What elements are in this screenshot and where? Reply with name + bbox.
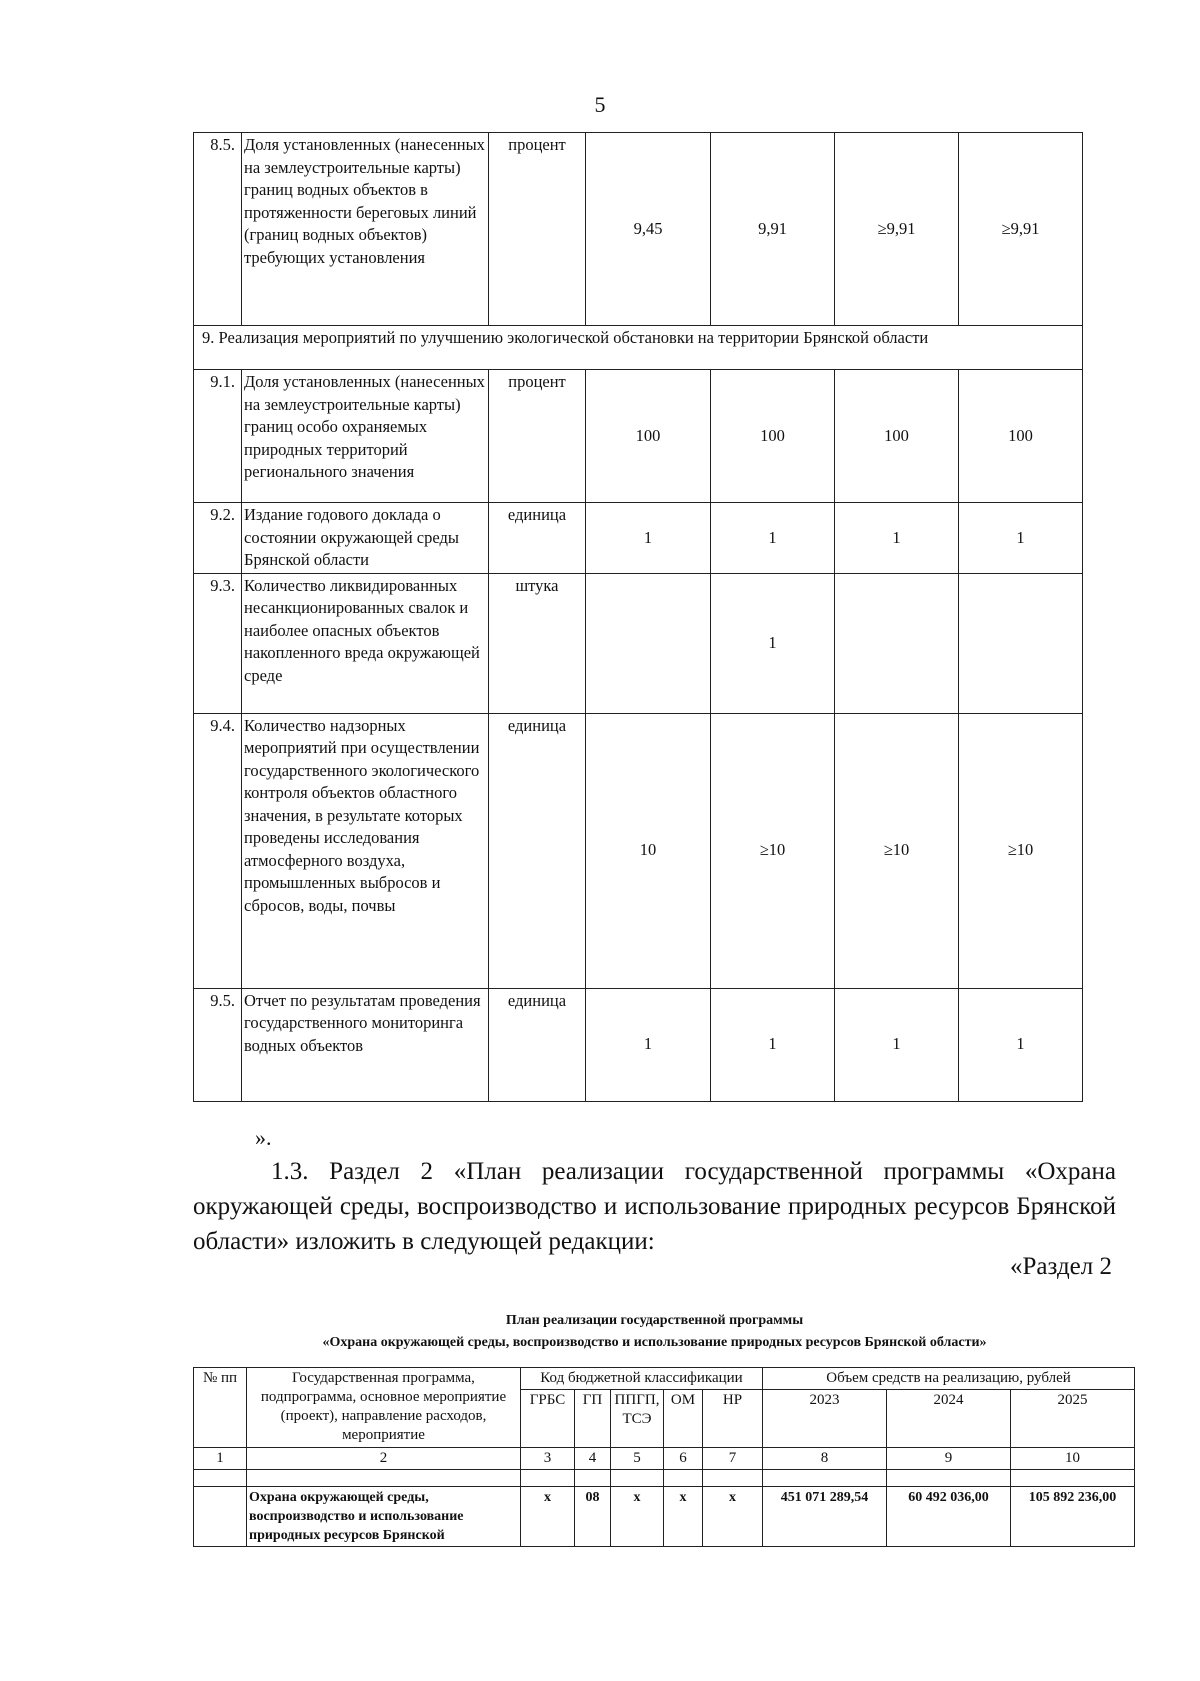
column-number: 7: [703, 1448, 763, 1470]
value-cell: ≥10: [959, 713, 1083, 988]
value-cell: 1: [586, 503, 711, 574]
indicator-unit: процент: [489, 133, 586, 326]
value-cell: 1: [711, 503, 835, 574]
value-cell: 100: [959, 370, 1083, 503]
plan-title: [193, 1310, 1116, 1354]
header-num: № пп: [194, 1368, 247, 1448]
value-cell: 9,45: [586, 133, 711, 326]
header-ppgp: ППГП, ТСЭ: [611, 1390, 664, 1448]
indicator-unit: единица: [489, 503, 586, 574]
value-cell: [835, 573, 959, 713]
closing-quote: ».: [255, 1125, 272, 1150]
value-cell: ≥9,91: [959, 133, 1083, 326]
np-cell: х: [703, 1487, 763, 1547]
plan-table: [193, 1367, 1135, 1547]
header-np: НР: [703, 1390, 763, 1448]
value-cell: 10: [586, 713, 711, 988]
header-program: Государственная программа, подпрограмма, основное мероприятие (проект), направление расходов, мероприятие: [247, 1368, 521, 1448]
indicator-unit: единица: [489, 713, 586, 988]
value-cell: [959, 573, 1083, 713]
column-number: 2: [247, 1448, 521, 1470]
indicator-name: Доля установленных (нанесенных на землеустроительные карты) границ водных объектов в протяженности береговых линий (границ водных объектов) требующих установления: [242, 133, 489, 326]
column-number: 8: [763, 1448, 887, 1470]
value-cell: 1: [586, 988, 711, 1101]
row-number: 9.5.: [194, 988, 242, 1101]
table-row: [194, 1487, 1135, 1547]
table-row: [194, 713, 1083, 988]
indicator-unit: штука: [489, 573, 586, 713]
spacer-row: [194, 1470, 1135, 1487]
indicator-name: Количество ликвидированных несанкционированных свалок и наиболее опасных объектов накопленного вреда окружающей среде: [242, 573, 489, 713]
column-number: 9: [887, 1448, 1011, 1470]
column-number: 10: [1011, 1448, 1135, 1470]
header-2024: 2024: [887, 1390, 1011, 1448]
indicators-table: [193, 132, 1083, 1102]
header-row: [194, 1368, 1135, 1390]
indicator-unit: процент: [489, 370, 586, 503]
column-number-row: [194, 1448, 1135, 1470]
value-cell: 100: [835, 370, 959, 503]
table-row: [194, 370, 1083, 503]
om-cell: х: [664, 1487, 703, 1547]
amount-2025: 105 892 236,00: [1011, 1487, 1135, 1547]
header-om: ОМ: [664, 1390, 703, 1448]
column-number: 1: [194, 1448, 247, 1470]
section-row: [194, 326, 1083, 370]
column-number: 3: [521, 1448, 575, 1470]
row-number: 9.4.: [194, 713, 242, 988]
indicator-name: Доля установленных (нанесенных на землеустроительные карты) границ особо охраняемых природных территорий регионального значения: [242, 370, 489, 503]
value-cell: [586, 573, 711, 713]
value-cell: 100: [711, 370, 835, 503]
grbs-cell: х: [521, 1487, 575, 1547]
plan-title-line: План реализации государственной программы: [505, 1313, 804, 1328]
indicator-name: Отчет по результатам проведения государственного мониторинга водных объектов: [242, 988, 489, 1101]
value-cell: 1: [959, 988, 1083, 1101]
indicator-name: Издание годового доклада о состоянии окружающей среды Брянской области: [242, 503, 489, 574]
column-number: 4: [575, 1448, 611, 1470]
value-cell: 1: [835, 988, 959, 1101]
section-reference: «Раздел 2: [1010, 1253, 1112, 1280]
header-2025: 2025: [1011, 1390, 1135, 1448]
value-cell: 1: [959, 503, 1083, 574]
column-number: 6: [664, 1448, 703, 1470]
amount-2023: 451 071 289,54: [763, 1487, 887, 1547]
row-number: 9.2.: [194, 503, 242, 574]
indicator-name: Количество надзорных мероприятий при осуществлении государственного экологического контроля объектов областного значения, в результате которых проведены исследования атмосферного воздуха, промышленных выбросов и сбросов, воды, почвы: [242, 713, 489, 988]
row-number: [194, 1487, 247, 1547]
value-cell: 9,91: [711, 133, 835, 326]
table-row: [194, 503, 1083, 574]
header-funding: Объем средств на реализацию, рублей: [763, 1368, 1135, 1390]
amendment-paragraph: 1.3. Раздел 2 «План реализации государственной программы «Охрана окружающей среды, воспроизводство и использование природных ресурсов Брянской области» изложить в следующей редакции:: [193, 1158, 1116, 1255]
table-row: [194, 573, 1083, 713]
ppgp-cell: х: [611, 1487, 664, 1547]
value-cell: ≥10: [835, 713, 959, 988]
value-cell: 1: [835, 503, 959, 574]
value-cell: 1: [711, 573, 835, 713]
value-cell: 1: [711, 988, 835, 1101]
header-grbs: ГРБС: [521, 1390, 575, 1448]
column-number: 5: [611, 1448, 664, 1470]
value-cell: 100: [586, 370, 711, 503]
header-budget-code: Код бюджетной классификации: [521, 1368, 763, 1390]
header-2023: 2023: [763, 1390, 887, 1448]
page-number: 5: [594, 92, 606, 117]
indicator-unit: единица: [489, 988, 586, 1101]
table-row: [194, 133, 1083, 326]
amount-2024: 60 492 036,00: [887, 1487, 1011, 1547]
value-cell: ≥9,91: [835, 133, 959, 326]
value-cell: ≥10: [711, 713, 835, 988]
gp-cell: 08: [575, 1487, 611, 1547]
table-row: [194, 988, 1083, 1101]
program-name: Охрана окружающей среды, воспроизводство и использование природных ресурсов Брянской: [247, 1487, 521, 1547]
row-number: 9.3.: [194, 573, 242, 713]
row-number: 8.5.: [194, 133, 242, 326]
header-gp: ГП: [575, 1390, 611, 1448]
section-heading: 9. Реализация мероприятий по улучшению экологической обстановки на территории Брянской области: [194, 326, 1083, 370]
row-number: 9.1.: [194, 370, 242, 503]
plan-title-line: «Охрана окружающей среды, воспроизводство и использование природных ресурсов Брянской области»: [322, 1335, 987, 1350]
